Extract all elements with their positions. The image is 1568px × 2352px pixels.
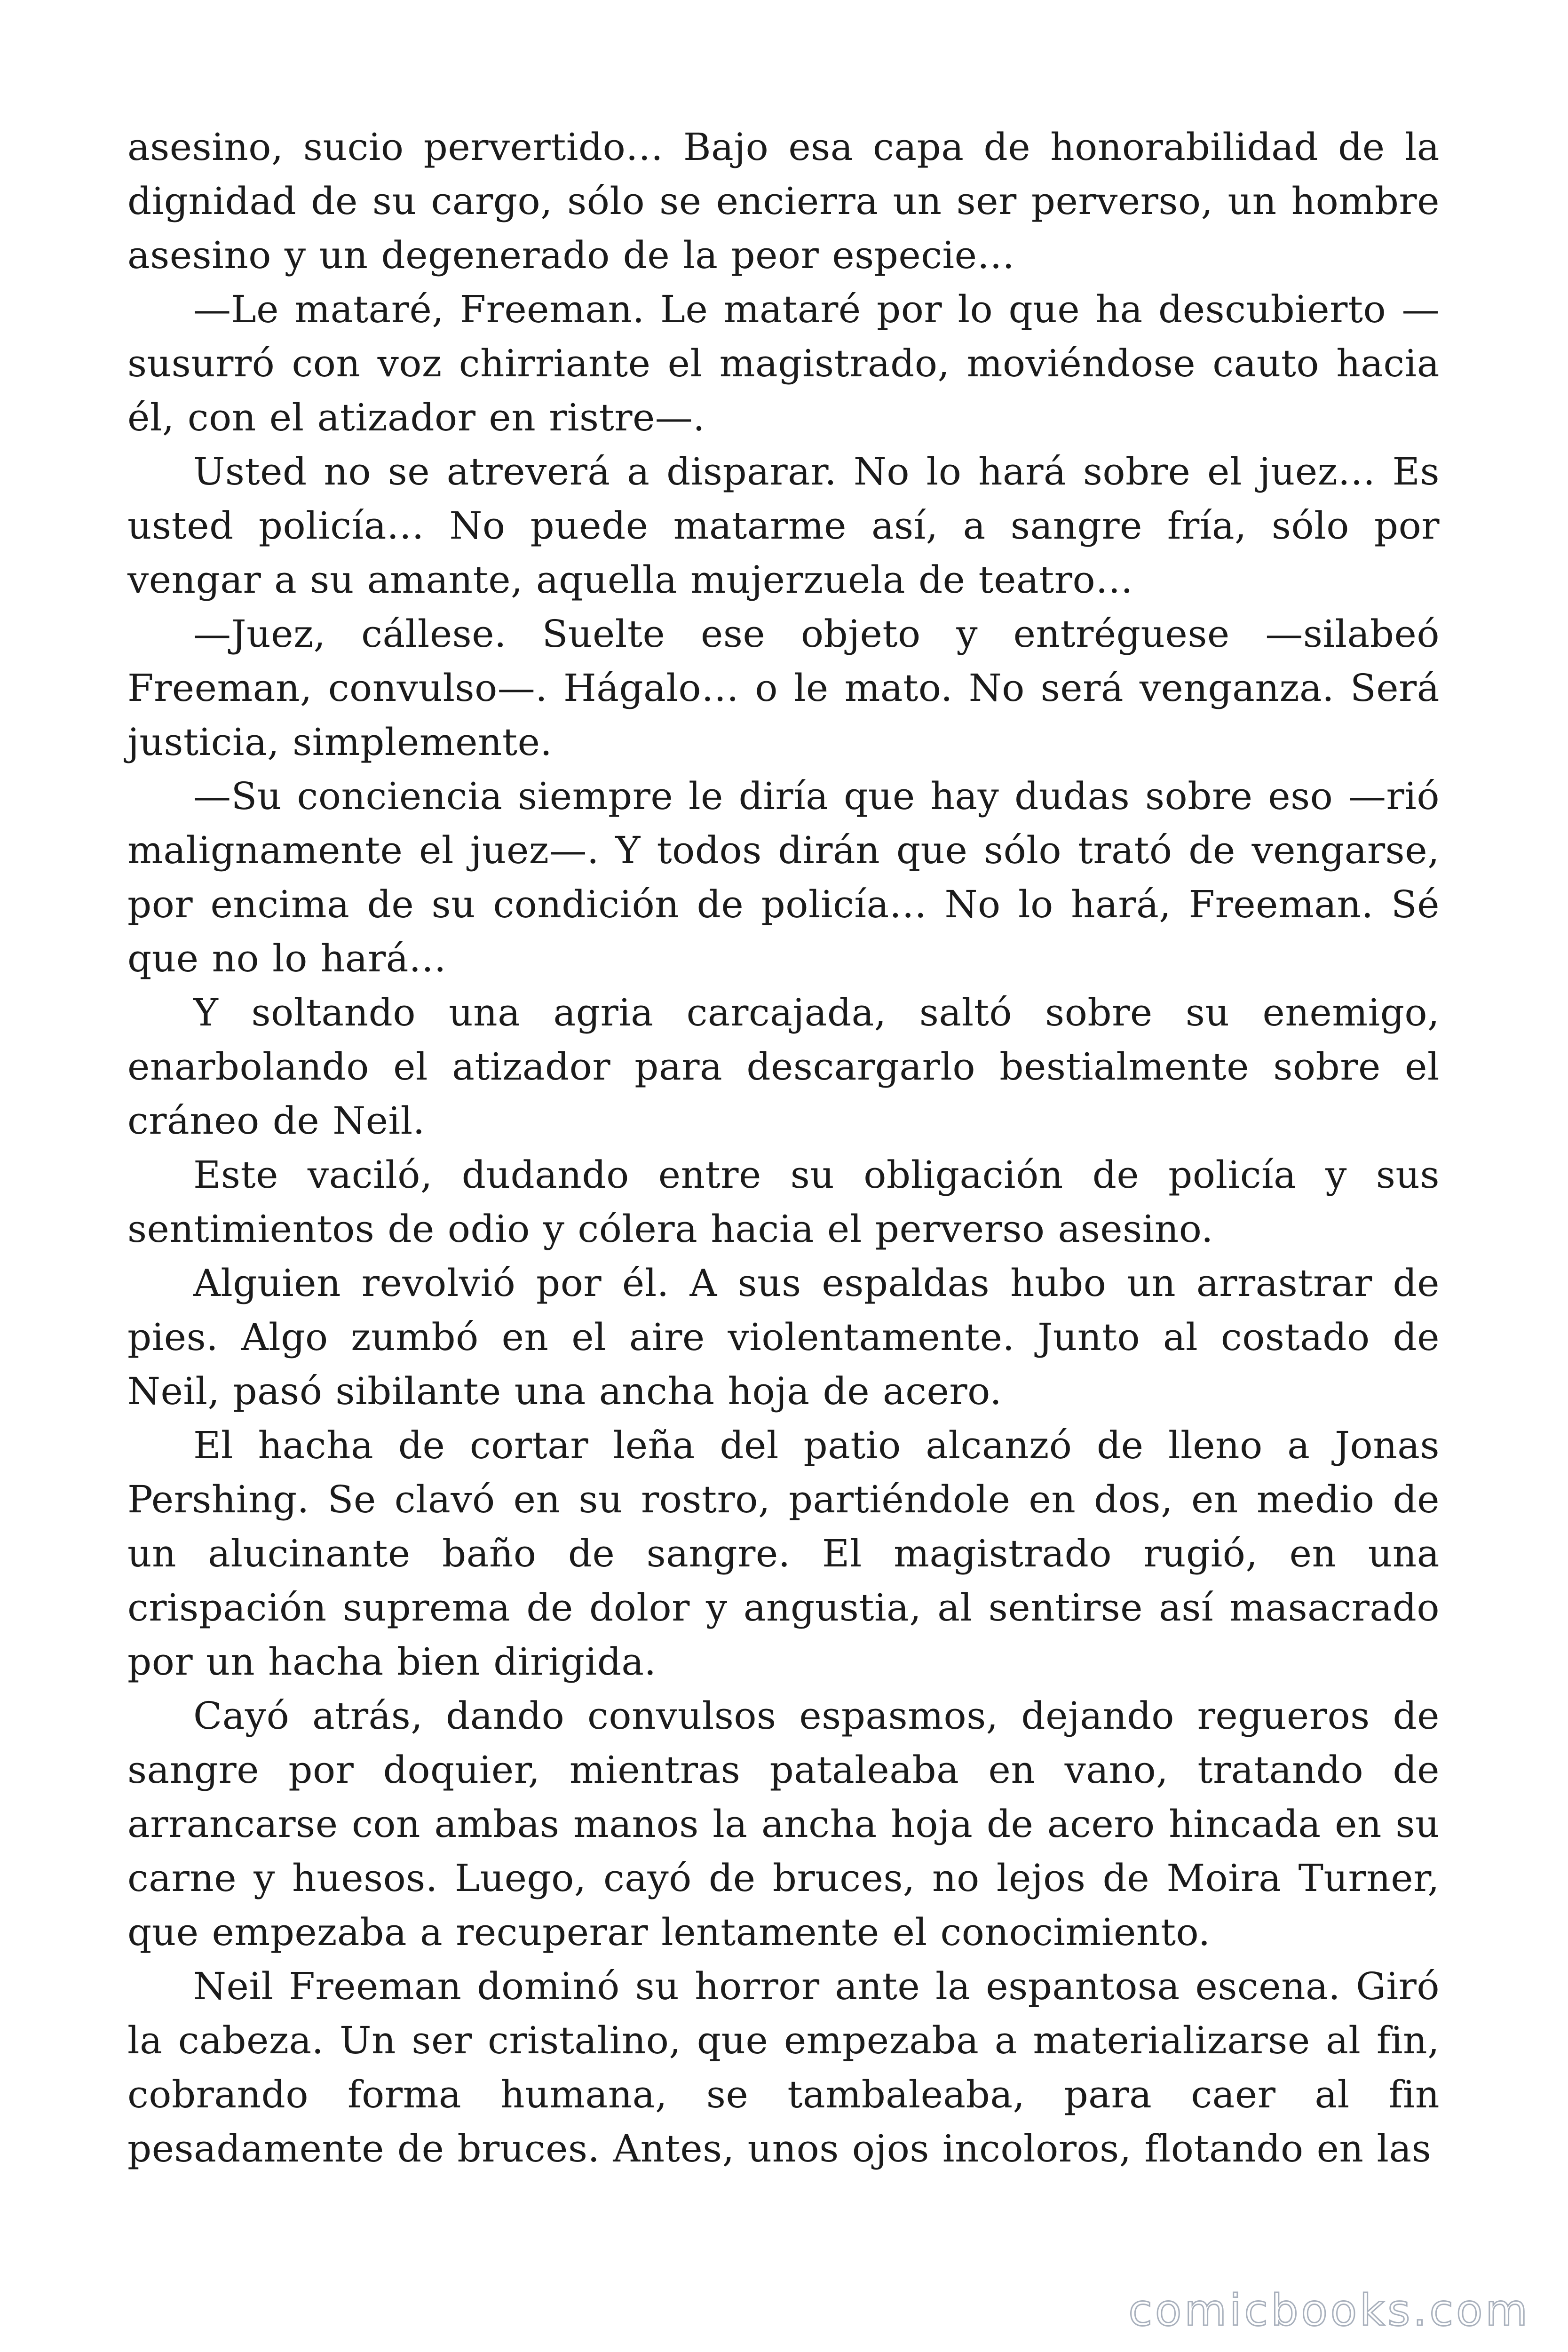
watermark-text: comicbooks.com: [1128, 2285, 1530, 2336]
paragraph-7: Este vaciló, dudando entre su obligación de policía y sus sentimientos de odio y cólera hacia el perverso asesino.: [127, 1153, 1440, 1251]
page-text: [127, 120, 1440, 2176]
paragraph-4: —Juez, cállese. Suelte ese objeto y entréguese —silabeó Freeman, convulso—. Hágalo… o le mato. No será venganza. Será justicia, simplemente.: [127, 612, 1440, 764]
paragraph-6: Y soltando una agria carcajada, saltó sobre su enemigo, enarbolando el atizador para descargarlo bestialmente sobre el cráneo de Neil.: [127, 991, 1440, 1143]
paragraph-1: asesino, sucio pervertido… Bajo esa capa de honorabilidad de la dignidad de su cargo, sólo se encierra un ser perverso, un hombre asesino y un degenerado de la peor especie…: [127, 125, 1440, 277]
paragraph-8: Alguien revolvió por él. A sus espaldas hubo un arrastrar de pies. Algo zumbó en el aire violentamente. Junto al costado de Neil, pasó sibilante una ancha hoja de acero.: [127, 1261, 1440, 1413]
paragraph-2: —Le mataré, Freeman. Le mataré por lo que ha descubierto —susurró con voz chirriante el magistrado, moviéndose cauto hacia él, con el atizador en ristre—.: [127, 287, 1440, 439]
paragraph-10: Cayó atrás, dando convulsos espasmos, dejando regueros de sangre por doquier, mientras pataleaba en vano, tratando de arrancarse con ambas manos la ancha hoja de acero hincada en su carne y huesos. Luego, cayó de bruces, no lejos de Moira Turner, que empezaba a recuperar lentamente el conocimiento.: [127, 1694, 1440, 1954]
paragraph-9: El hacha de cortar leña del patio alcanzó de lleno a Jonas Pershing. Se clavó en su rostro, partiéndole en dos, en medio de un alucinante baño de sangre. El magistrado rugió, en una crispación suprema de dolor y angustia, al sentirse así masacrado por un hacha bien dirigida.: [127, 1423, 1440, 1684]
paragraph-5: —Su conciencia siempre le diría que hay dudas sobre eso —rió malignamente el juez—. Y todos dirán que sólo trató de vengarse, por encima de su condición de policía… No lo hará, Freeman. Sé que no lo hará…: [127, 774, 1440, 980]
paragraph-11: Neil Freeman dominó su horror ante la espantosa escena. Giró la cabeza. Un ser cristalino, que empezaba a materializarse al fin, cobrando forma humana, se tambaleaba, para caer al fin pesadamente de bruces. Antes, unos ojos incoloros, flotando en las: [127, 1964, 1440, 2170]
paragraph-3: Usted no se atreverá a disparar. No lo hará sobre el juez… Es usted policía… No puede matarme así, a sangre fría, sólo por vengar a su amante, aquella mujerzuela de teatro…: [127, 450, 1440, 602]
